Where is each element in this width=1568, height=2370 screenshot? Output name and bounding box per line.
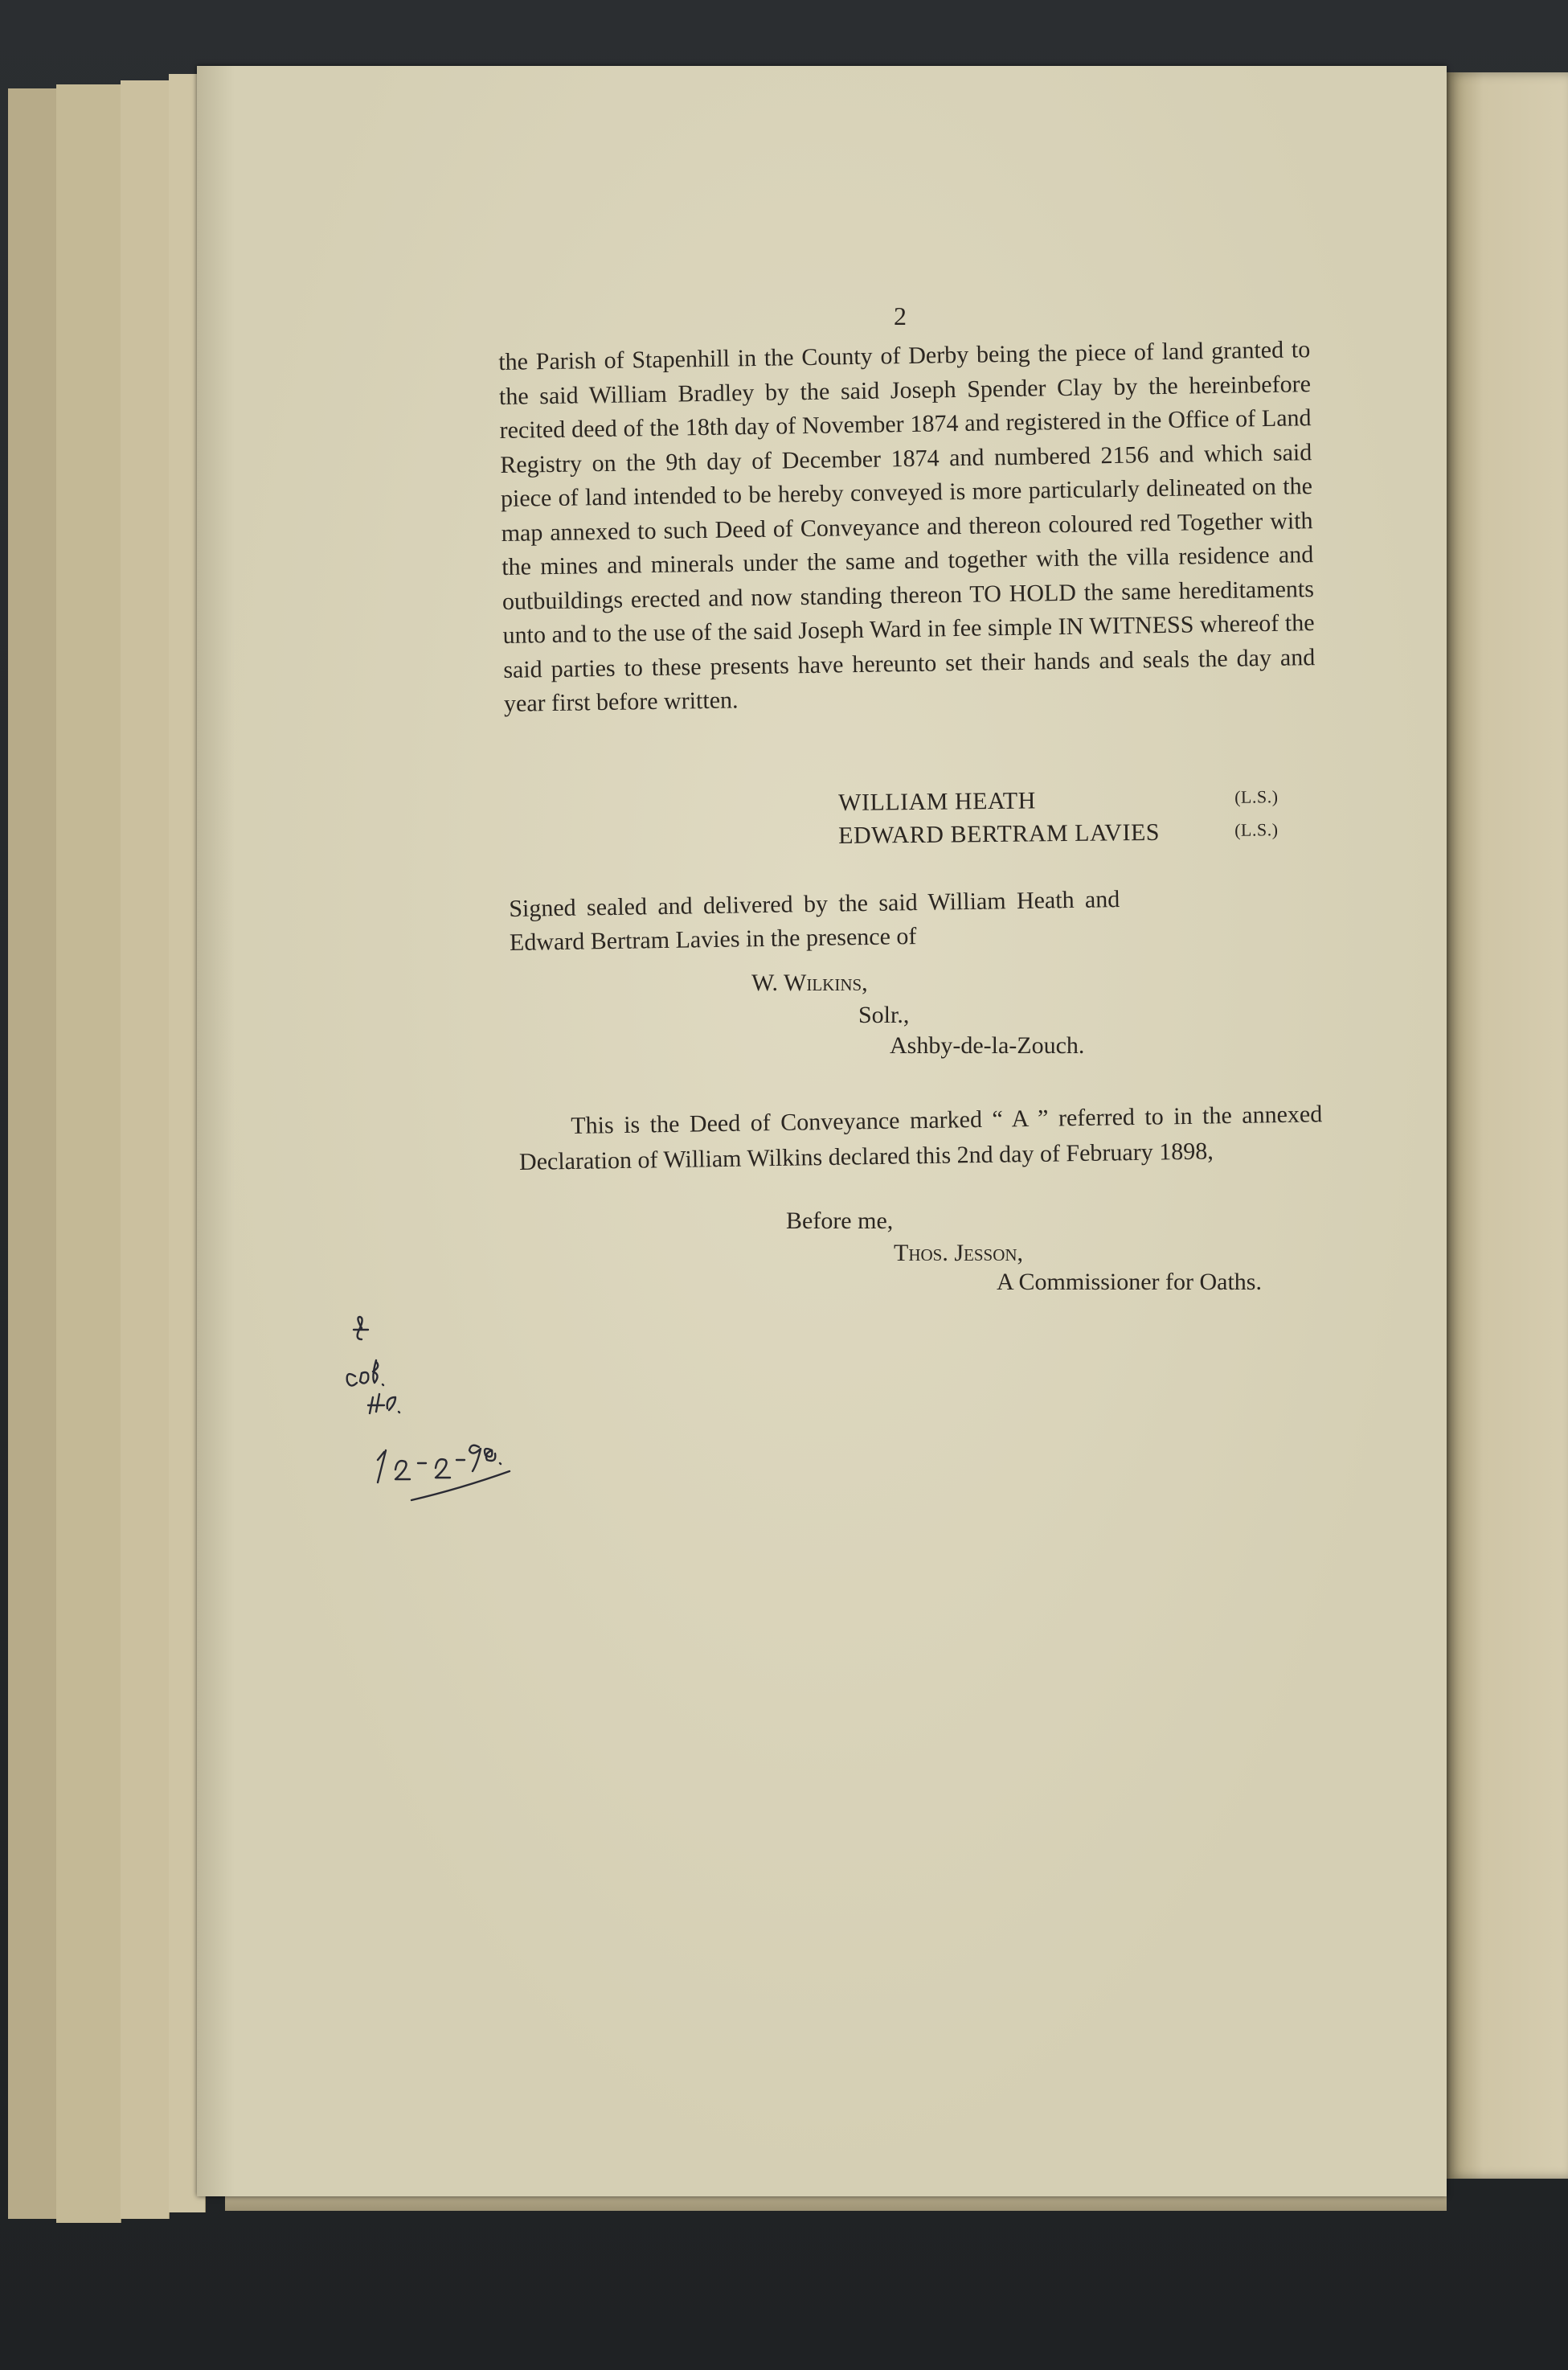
- page-number: 2: [894, 301, 907, 330]
- signatory-name: WILLIAM HEATH: [838, 787, 1036, 816]
- attestation-clause: [509, 883, 1120, 960]
- before-me-text: Before me,: [786, 1208, 894, 1234]
- seal-mark: (L.S.): [1234, 819, 1279, 840]
- commissioner-name: Thos. Jesson,: [894, 1240, 1024, 1266]
- declaration-paragraph: [518, 1097, 1323, 1180]
- page-stack-edge: [56, 84, 121, 2223]
- attestation-text: Signed sealed and delivered by the said William Heath and Edward Bertram Lavies in the presence of: [509, 886, 1120, 956]
- witness-name: W. Wilkins,: [751, 970, 868, 996]
- page-stack-edge: [121, 80, 170, 2219]
- commissioner-title: A Commissioner for Oaths.: [997, 1269, 1262, 1295]
- facing-page-edge: [1447, 72, 1568, 2179]
- signatory-name: EDWARD BERTRAM LAVIES: [838, 818, 1161, 849]
- deed-body-paragraph: [498, 333, 1316, 721]
- witness-place: Ashby-de-la-Zouch.: [890, 1032, 1085, 1059]
- seal-mark: (L.S.): [1234, 786, 1279, 807]
- witness-title: Solr.,: [858, 1002, 910, 1028]
- handwritten-annotation: [321, 1310, 530, 1519]
- deed-body-text: the Parish of Stapenhill in the County of Derby being the piece of land granted to the said William Bradley by the said Joseph Spender Clay by the hereinbefore recited deed of the 18th day of November 1874 and registered in the Office of Land Registry on the 9th day of December 1874 and numbered 2156 and which said piece of land intended to be hereby conveyed is more particularly delineated on the map annexed to such Deed of Conveyance and thereon coloured red Together with the mines and minerals under the same and together with the villa residence and outbuildings erected and now standing thereon TO HOLD the same hereditaments unto and to the use of the said Joseph Ward in fee simple IN WITNESS whereof the said parties to these presents have hereunto set their hands and seals the day and year first before written.: [498, 336, 1316, 717]
- declaration-text: This is the Deed of Conveyance marked “ A ” referred to in the annexed Declaration of William Wilkins declared this 2nd day of February 1898,: [518, 1101, 1323, 1175]
- page-stack-edge: [8, 88, 57, 2219]
